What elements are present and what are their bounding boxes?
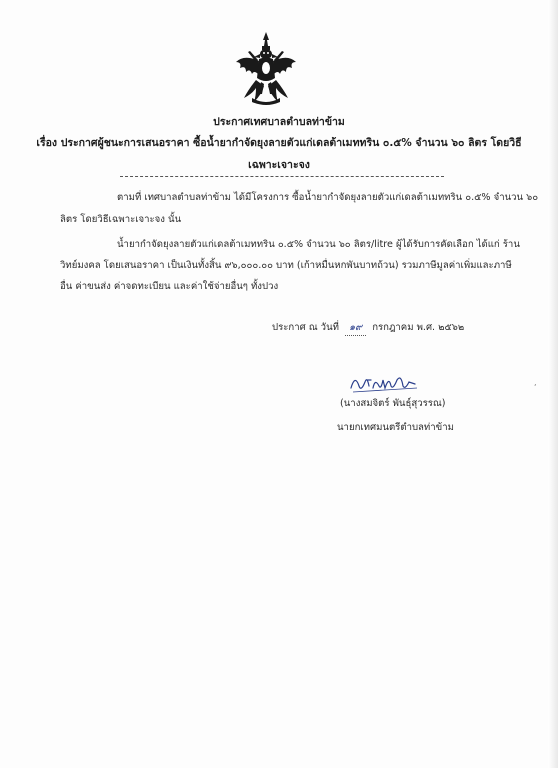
paragraph-1-line-1: ตามที่ เทศบาลตำบลท่าข้าม ได้มีโครงการ ซื้อน้ำยากำจัดยุงลายตัวแก่เดลต้าเมททริน ๐.๕% จำนวน ๖๐ xyxy=(117,192,539,203)
signatory-name: (นางสมจิตร์ พันธุ์สุวรรณ) xyxy=(340,398,446,409)
document-subject-line-1: เรื่อง ประกาศผู้ชนะการเสนอราคา ซื้อน้ำยากำจัดยุงลายตัวแก่เดลต้าเมททริน ๐.๕% จำนวน ๖๐ ลิตร โดยวิธี xyxy=(36,137,522,149)
announcement-date xyxy=(272,320,464,336)
scan-mark: , xyxy=(534,378,537,387)
signatory-position: นายกเทศมนตรีตำบลท่าข้าม xyxy=(337,422,454,433)
paragraph-1-line-2: ลิตร โดยวิธีเฉพาะเจาะจง นั้น xyxy=(60,214,182,225)
date-prefix: ประกาศ ณ วันที่ xyxy=(272,322,339,333)
document-subject-line-2: เฉพาะเจาะจง xyxy=(248,159,310,171)
paragraph-2-line-3: อื่น ค่าขนส่ง ค่าจดทะเบียน และค่าใช้จ่ายอื่นๆ ทั้งปวง xyxy=(60,281,279,292)
paragraph-2-line-2: วิทย์มงคล โดยเสนอราคา เป็นเงินทั้งสิ้น ๙๖,๐๐๐.๐๐ บาท (เก้าหมื่นหกพันบาทถ้วน) รวมภาษีมูลค่าเพิ่มและภาษี xyxy=(60,260,512,271)
date-day-handwritten: ๑๙ xyxy=(345,320,366,336)
handwritten-signature xyxy=(345,368,425,396)
header-separator xyxy=(120,176,444,177)
paragraph-2-line-1: น้ำยากำจัดยุงลายตัวแก่เดลต้าเมททริน ๐.๕% จำนวน ๖๐ ลิตร/litre ผู้ได้รับการคัดเลือก ได้แก่ ร้าน xyxy=(117,239,520,250)
date-month-year: กรกฎาคม พ.ศ. ๒๕๖๒ xyxy=(372,322,465,333)
document-org-title: ประกาศเทศบาลตำบลท่าข้าม xyxy=(213,116,345,128)
garuda-emblem-icon xyxy=(234,32,298,108)
